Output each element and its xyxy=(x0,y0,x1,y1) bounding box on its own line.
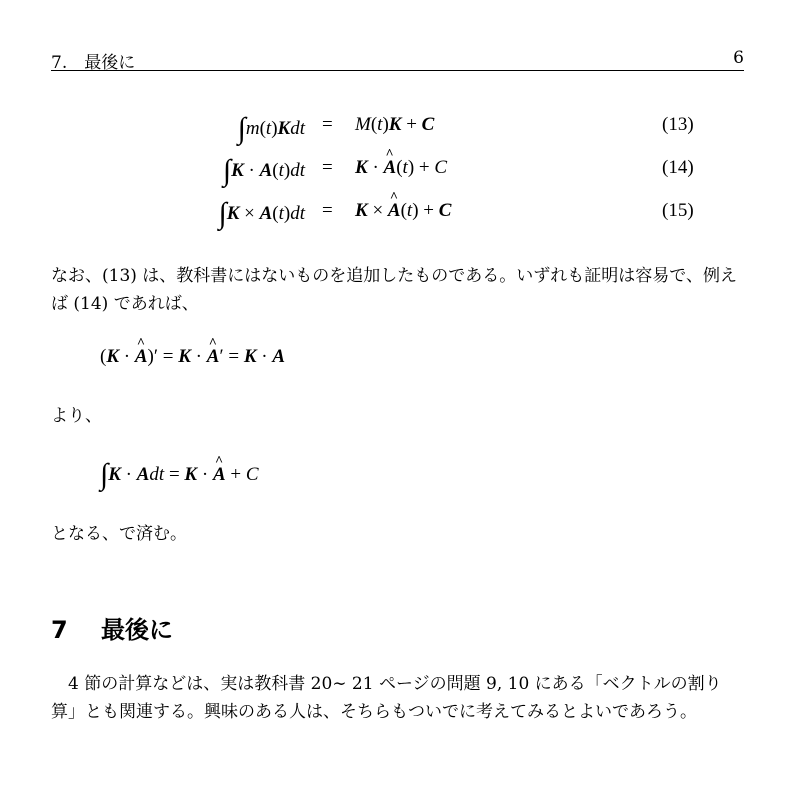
display-equation-derivative: (K · ^ A)′ = K · ^ A′ = K · A xyxy=(100,346,285,368)
section-number: 7 xyxy=(51,616,68,644)
section-title: 最後に xyxy=(101,616,173,644)
running-header xyxy=(51,48,744,71)
equation-15-equals: = xyxy=(322,200,333,221)
display-equation-integral: ∫K · Adt = K · ^ A + C xyxy=(100,454,259,488)
equation-15-rhs: K × ^ A(t) + C xyxy=(355,200,451,222)
section-heading xyxy=(51,610,173,645)
equation-14-lhs: ∫K · A(t)dt xyxy=(222,154,305,187)
paragraph-closing: 4 節の計算などは、実は教科書 20∼ 21 ページの問題 9, 10 にある「ベクトルの割り算」とも関連する。興味のある人は、そちらもついでに考えてみるとよいであろう。 xyxy=(51,674,722,722)
equation-14 xyxy=(0,150,795,188)
equation-13-lhs: ∫m(t)Kdt xyxy=(237,112,305,145)
equation-15 xyxy=(0,193,795,231)
equation-14-rhs: K · ^ A(t) + C xyxy=(355,157,447,179)
equation-13-rhs: M(t)K + C xyxy=(355,114,435,135)
header-page-number: 6 xyxy=(733,48,744,68)
paragraph-conclusion: となる、で済む。 xyxy=(51,524,187,544)
equation-13-number: (13) xyxy=(662,114,694,135)
equation-15-lhs: ∫K × A(t)dt xyxy=(218,197,305,230)
equation-14-number: (14) xyxy=(662,157,694,178)
equation-14-equals: = xyxy=(322,157,333,178)
paragraph-proof-intro: なお、(13) は、教科書にはないものを追加したものである。いずれも証明は容易で、例えば (14) であれば、 xyxy=(51,266,737,314)
equation-13 xyxy=(0,108,795,144)
equation-13-equals: = xyxy=(322,114,333,135)
header-section-title: 7. 最後に xyxy=(51,53,136,73)
paragraph-therefore: より、 xyxy=(51,406,102,426)
equation-15-number: (15) xyxy=(662,200,694,221)
